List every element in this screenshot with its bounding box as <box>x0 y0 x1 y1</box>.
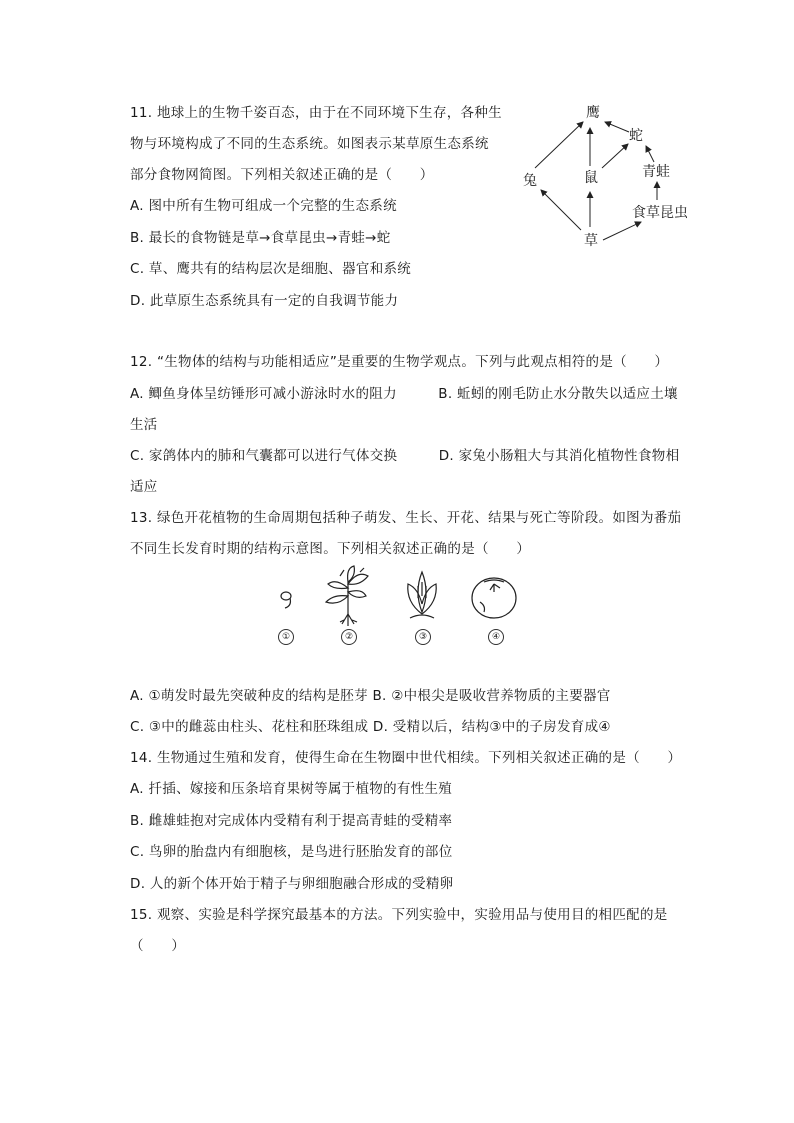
q12-stem: 12. “生物体的结构与功能相适应”是重要的生物学观点。下列与此观点相符的是（ ） <box>130 354 669 370</box>
q14-option-b: B. 雌雄蛙抱对完成体内受精有利于提高青蛙的受精率 <box>130 813 453 829</box>
flower-drawing <box>408 572 436 618</box>
figure-label-2: ② <box>341 629 357 645</box>
food-web-diagram <box>515 100 705 260</box>
food-web-frog: 青蛙 <box>642 164 670 180</box>
q11-option-d: D. 此草原生态系统具有一定的自我调节能力 <box>130 293 399 309</box>
q12-options-cd: C. 家鸽体内的肺和气囊都可以进行气体交换 D. 家兔小肠粗大与其消化植物性食物相 <box>130 448 680 464</box>
food-web-grass: 草 <box>584 233 598 249</box>
q13-options-cd: C. ③中的雌蕊由柱头、花柱和胚珠组成 D. 受精以后，结构③中的子房发育成④ <box>130 719 611 735</box>
q12-option-b-cont: 生活 <box>130 417 158 433</box>
tomato-stages-drawing <box>270 562 530 632</box>
q14-stem: 14. 生物通过生殖和发育，使得生命在生物圈中世代相续。下列相关叙述正确的是（ ） <box>130 750 682 766</box>
figure-label-1: ① <box>278 629 294 645</box>
tomato-fruit-drawing <box>472 578 516 618</box>
food-web-arrows <box>515 100 705 260</box>
q13-stem-line-2: 不同生长发育时期的结构示意图。下列相关叙述正确的是（ ） <box>130 541 531 557</box>
figure-label-3: ③ <box>415 629 431 645</box>
food-web-eagle: 鹰 <box>586 105 600 121</box>
q15-stem-line-1: 15. 观察、实验是科学探究最基本的方法。下列实验中，实验用品与使用目的相匹配的是 <box>130 907 668 923</box>
q11-stem-line-2: 物与环境构成了不同的生态系统。如图表示某草原生态系统 <box>130 136 489 152</box>
seedling-drawing <box>326 566 368 626</box>
q15-stem-line-2: （ ） <box>130 938 186 954</box>
food-web-mouse: 鼠 <box>584 170 598 186</box>
q14-option-c: C. 鸟卵的胎盘内有细胞核，是鸟进行胚胎发育的部位 <box>130 844 453 860</box>
food-web-snake: 蛇 <box>629 128 643 144</box>
q14-option-d: D. 人的新个体开始于精子与卵细胞融合形成的受精卵 <box>130 876 454 892</box>
q12-options-ab: A. 鲫鱼身体呈纺锤形可减小游泳时水的阻力 B. 蚯蚓的刚毛防止水分散失以适应土壤 <box>130 386 678 402</box>
q11-option-c: C. 草、鹰共有的结构层次是细胞、器官和系统 <box>130 261 412 277</box>
tomato-stages-figure <box>270 562 530 652</box>
q11-stem-line-3: 部分食物网简图。下列相关叙述正确的是（ ） <box>130 167 434 183</box>
q14-option-a: A. 扦插、嫁接和压条培育果树等属于植物的有性生殖 <box>130 781 453 797</box>
q11-option-b: B. 最长的食物链是草→食草昆虫→青蛙→蛇 <box>130 230 391 246</box>
q12-option-d-cont: 适应 <box>130 479 158 495</box>
figure-label-4: ④ <box>488 629 504 645</box>
food-web-rabbit: 兔 <box>523 173 537 189</box>
seed-drawing <box>281 592 291 608</box>
food-web-insect: 食草昆虫 <box>632 205 688 221</box>
q11-stem-line-1: 11. 地球上的生物千姿百态，由于在不同环境下生存，各种生 <box>130 105 502 121</box>
q13-options-ab: A. ①萌发时最先突破种皮的结构是胚芽 B. ②中根尖是吸收营养物质的主要器官 <box>130 688 611 704</box>
q11-option-a: A. 图中所有生物可组成一个完整的生态系统 <box>130 198 397 214</box>
q13-stem-line-1: 13. 绿色开花植物的生命周期包括种子萌发、生长、开花、结果与死亡等阶段。如图为番茄 <box>130 510 682 526</box>
